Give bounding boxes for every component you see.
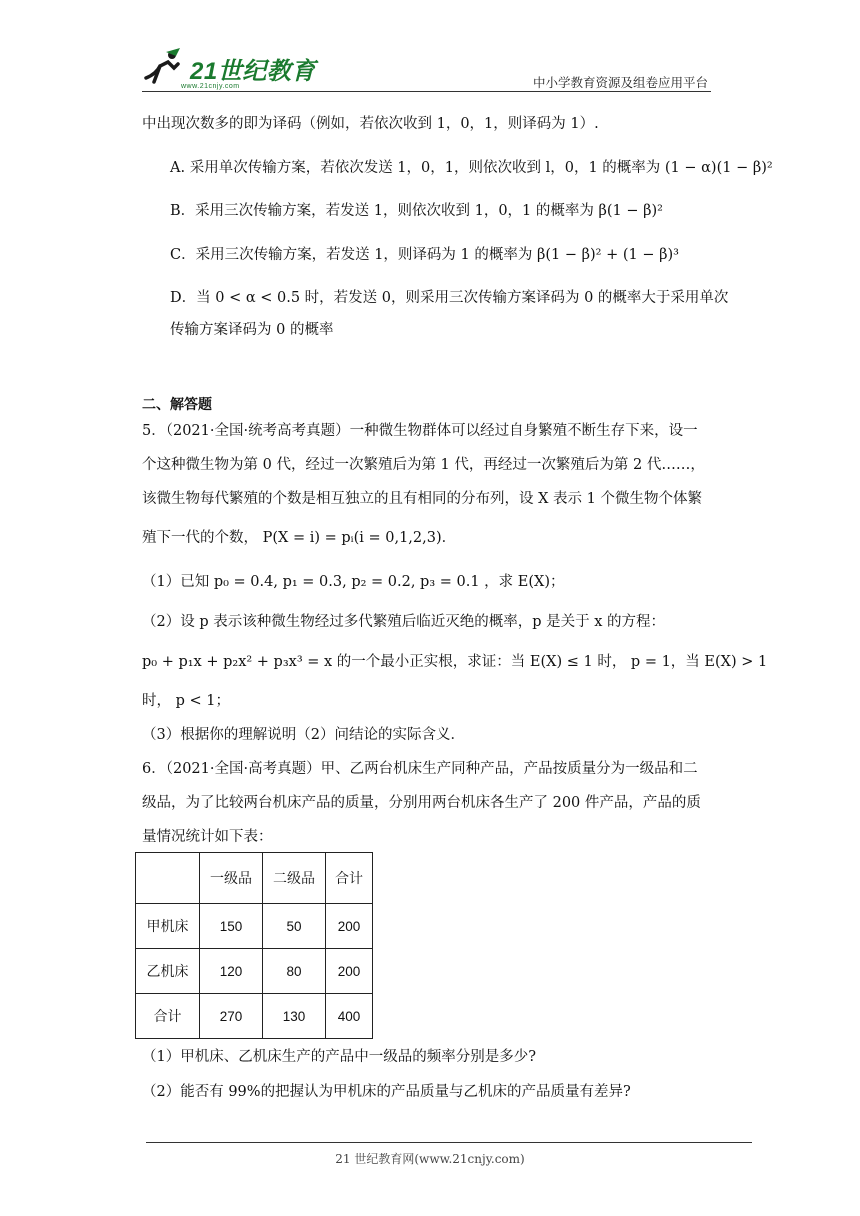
table-row	[136, 904, 373, 949]
table-cell: 200	[326, 949, 373, 994]
q5-sub2-line1: （2）设 p 表示该种微生物经过多代繁殖后临近灭绝的概率，p 是关于 x 的方程：	[142, 614, 666, 630]
logo-url: www.21cnjy.com	[181, 83, 240, 90]
table-row	[136, 949, 373, 994]
table-header-cell	[136, 853, 200, 904]
table-cell: 130	[263, 994, 326, 1039]
table-cell: 50	[263, 904, 326, 949]
runner-logo-icon	[142, 48, 184, 84]
q6-line2: 级品，为了比较两台机床产品的质量，分别用两台机床各生产了 200 件产品，产品的质	[142, 795, 701, 811]
table-header-cell: 合计	[326, 853, 373, 904]
quality-table	[135, 852, 373, 1039]
table-header-cell: 一级品	[200, 853, 263, 904]
q5-line2: 个这种微生物为第 0 代，经过一次繁殖后为第 1 代，再经过一次繁殖后为第 2 代……，	[142, 457, 705, 473]
q5-sub2-line3: 时， p < 1；	[142, 693, 230, 709]
table-header-row	[136, 853, 373, 904]
q5-sub3: （3）根据你的理解说明（2）问结论的实际含义．	[142, 727, 465, 743]
table-row-label: 甲机床	[136, 904, 200, 949]
table-cell: 270	[200, 994, 263, 1039]
table-row-label: 乙机床	[136, 949, 200, 994]
logo-text: 21世纪教育	[190, 58, 316, 85]
option-d-line2: 传输方案译码为 0 的概率	[170, 322, 334, 338]
footer-text: 21 世纪教育网(www.21cnjy.com)	[335, 1152, 525, 1166]
q5-line3: 该微生物每代繁殖的个数是相互独立的且有相同的分布列，设 X 表示 1 个微生物个体繁	[142, 491, 702, 507]
q6-sub1: （1）甲机床、乙机床生产的产品中一级品的频率分别是多少?	[142, 1049, 536, 1065]
option-b: B．采用三次传输方案，若发送 1，则依次收到 1，0，1 的概率为 β(1 − β)²	[170, 203, 663, 219]
section-title: 二、解答题	[142, 397, 212, 413]
table-cell: 120	[200, 949, 263, 994]
q5-sub1: （1）已知 p₀ = 0.4, p₁ = 0.3, p₂ = 0.2, p₃ = 0.1 ，求 E(X)；	[142, 574, 565, 590]
q5-line1: 5．（2021·全国·统考高考真题）一种微生物群体可以经过自身繁殖不断生存下来，设一	[142, 423, 698, 439]
table-header-cell: 二级品	[263, 853, 326, 904]
option-a: A. 采用单次传输方案，若依次发送 1，0，1，则依次收到 l，0，1 的概率为 (1 − α)(1 − β)²	[170, 160, 773, 176]
header-divider	[142, 91, 711, 92]
q6-sub2: （2）能否有 99%的把握认为甲机床的产品质量与乙机床的产品质量有差异?	[142, 1084, 631, 1100]
table-cell: 400	[326, 994, 373, 1039]
footer-divider	[146, 1142, 752, 1143]
table-row	[136, 994, 373, 1039]
continuation-line: 中出现次数多的即为译码（例如，若依次收到 1，0，1，则译码为 1）.	[142, 116, 599, 132]
q6-line3: 量情况统计如下表：	[142, 829, 273, 845]
table-cell: 80	[263, 949, 326, 994]
q5-line4: 殖下一代的个数， P(X = i) = pᵢ(i = 0,1,2,3)．	[142, 530, 457, 546]
q6-line1: 6．（2021·全国·高考真题）甲、乙两台机床生产同种产品，产品按质量分为一级品和二	[142, 761, 698, 777]
q5-sub2-line2: p₀ + p₁x + p₂x² + p₃x³ = x 的一个最小正实根，求证：当 E(X) ≤ 1 时， p = 1，当 E(X) > 1	[142, 654, 768, 670]
table-row-label: 合计	[136, 994, 200, 1039]
table-cell: 200	[326, 904, 373, 949]
table-cell: 150	[200, 904, 263, 949]
option-c: C．采用三次传输方案，若发送 1，则译码为 1 的概率为 β(1 − β)² + (1 − β)³	[170, 247, 679, 263]
platform-name: 中小学教育资源及组卷应用平台	[532, 75, 708, 90]
option-d-line1: D．当 0 < α < 0.5 时，若发送 0，则采用三次传输方案译码为 0 的概率大于采用单次	[170, 290, 729, 306]
